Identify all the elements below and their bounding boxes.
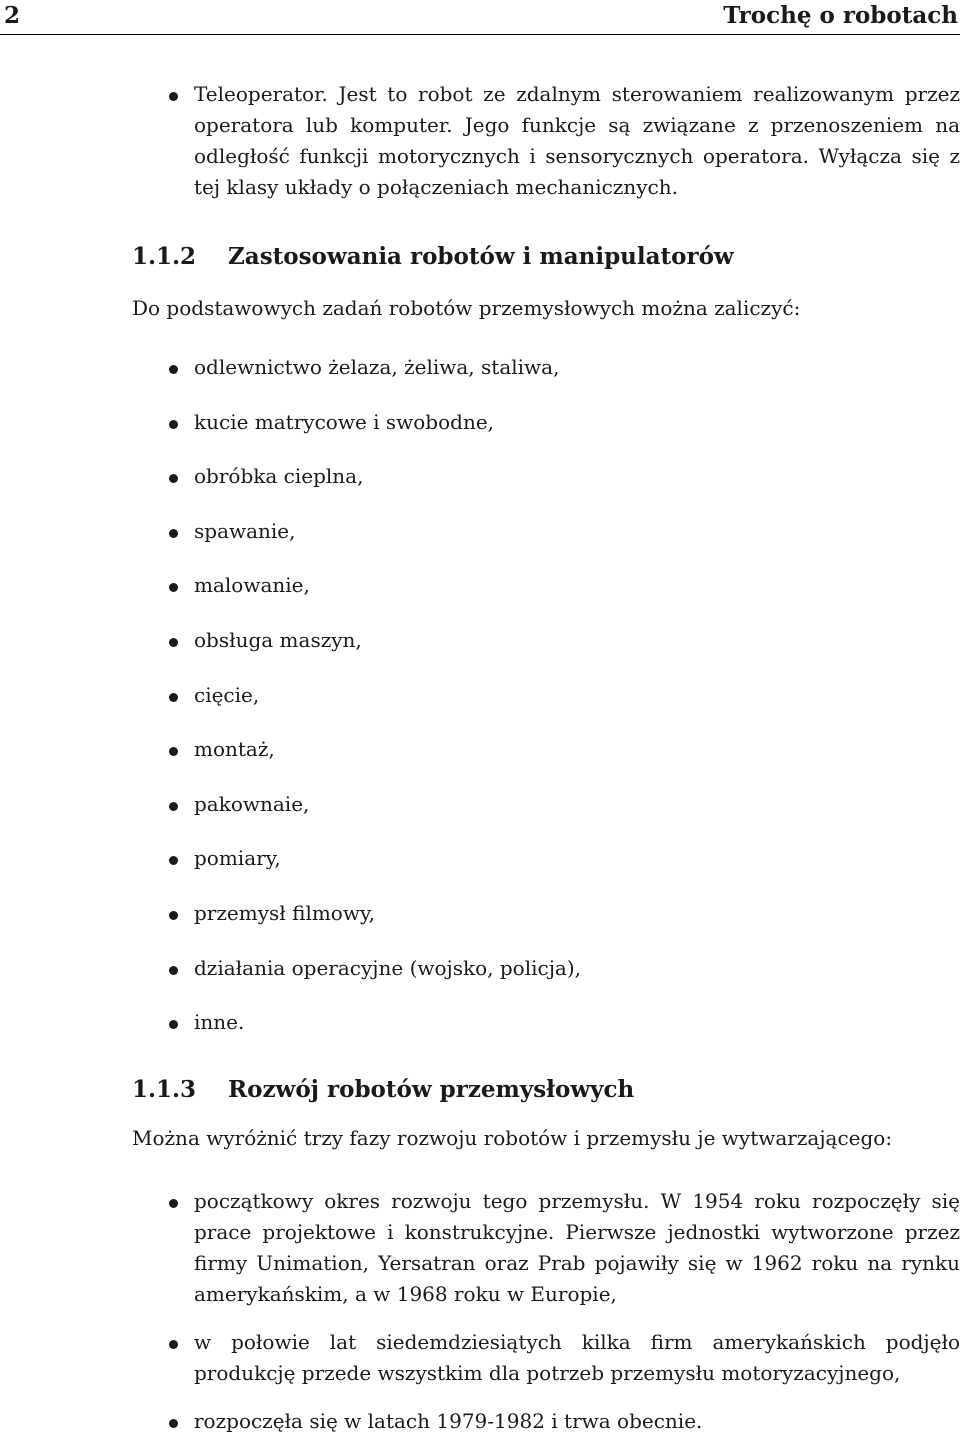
list-item: cięcie, xyxy=(132,680,960,735)
list-item: malowanie, xyxy=(132,570,960,625)
bullet-icon xyxy=(169,911,178,920)
bullet-icon xyxy=(169,583,178,592)
bullet-icon xyxy=(169,1020,178,1029)
list-item: pakownaie, xyxy=(132,789,960,844)
list-item: początkowy okres rozwoju tego przemysłu. W 1954 roku rozpoczęły się prace projektowe i konstrukcyjne. Pierwsze jednostki wytworzone przez firmy Unimation, Yersatran oraz Prab pojawiły się w 1962 roku na rynku amerykańskim, a w 1968 roku w Europie, xyxy=(132,1186,960,1310)
list-item: rozpoczęła się w latach 1979-1982 i trwa obecnie. xyxy=(132,1406,960,1437)
list-item: pomiary, xyxy=(132,843,960,898)
list-item: Teleoperator. Jest to robot ze zdalnym sterowaniem realizowanym przez operatora lub komputer. Jego funkcje są związane z przenoszeniem na odległość funkcji motorycznych i sensorycznych operatora. Wyłącza się z tej klasy układy o połączeniach mechanicznych. xyxy=(132,79,960,203)
list-item: obróbka cieplna, xyxy=(132,461,960,516)
list-item: kucie matrycowe i swobodne, xyxy=(132,407,960,462)
bullet-icon xyxy=(169,856,178,865)
development-phases-list xyxy=(132,1186,960,1454)
section-title: Zastosowania robotów i manipulatorów xyxy=(228,243,734,270)
section-intro: Do podstawowych zadań robotów przemysłowych można zaliczyć: xyxy=(132,296,801,320)
section-intro: Można wyróżnić trzy fazy rozwoju robotów i przemysłu je wytwarzającego: xyxy=(132,1126,893,1150)
bullet-icon xyxy=(169,474,178,483)
teleoperator-list xyxy=(132,79,960,203)
bullet-icon xyxy=(169,365,178,374)
running-title: Trochę o robotach xyxy=(723,2,958,29)
bullet-icon xyxy=(169,638,178,647)
page-number: 2 xyxy=(4,2,21,29)
bullet-icon xyxy=(169,1340,178,1349)
bullet-icon xyxy=(169,529,178,538)
section-heading xyxy=(132,243,734,270)
list-item: inne. xyxy=(132,1007,960,1062)
bullet-icon xyxy=(169,966,178,975)
section-heading xyxy=(132,1076,634,1103)
applications-list xyxy=(132,352,960,1062)
bullet-icon xyxy=(169,802,178,811)
bullet-icon xyxy=(169,747,178,756)
list-item: montaż, xyxy=(132,734,960,789)
list-item: spawanie, xyxy=(132,516,960,571)
list-item: przemysł filmowy, xyxy=(132,898,960,953)
list-item: odlewnictwo żelaza, żeliwa, staliwa, xyxy=(132,352,960,407)
list-item: działania operacyjne (wojsko, policja), xyxy=(132,953,960,1008)
list-item: obsługa maszyn, xyxy=(132,625,960,680)
bullet-icon xyxy=(169,420,178,429)
bullet-icon xyxy=(169,92,178,101)
list-item: w połowie lat siedemdziesiątych kilka firm amerykańskich podjęło produkcję przede wszystkim dla potrzeb przemysłu motoryzacyjnego, xyxy=(132,1327,960,1389)
bullet-icon xyxy=(169,1199,178,1208)
section-number: 1.1.3 xyxy=(132,1076,197,1103)
bullet-icon xyxy=(169,693,178,702)
page-header xyxy=(0,0,960,35)
bullet-icon xyxy=(169,1419,178,1428)
section-title: Rozwój robotów przemysłowych xyxy=(228,1076,635,1103)
section-number: 1.1.2 xyxy=(132,243,197,270)
